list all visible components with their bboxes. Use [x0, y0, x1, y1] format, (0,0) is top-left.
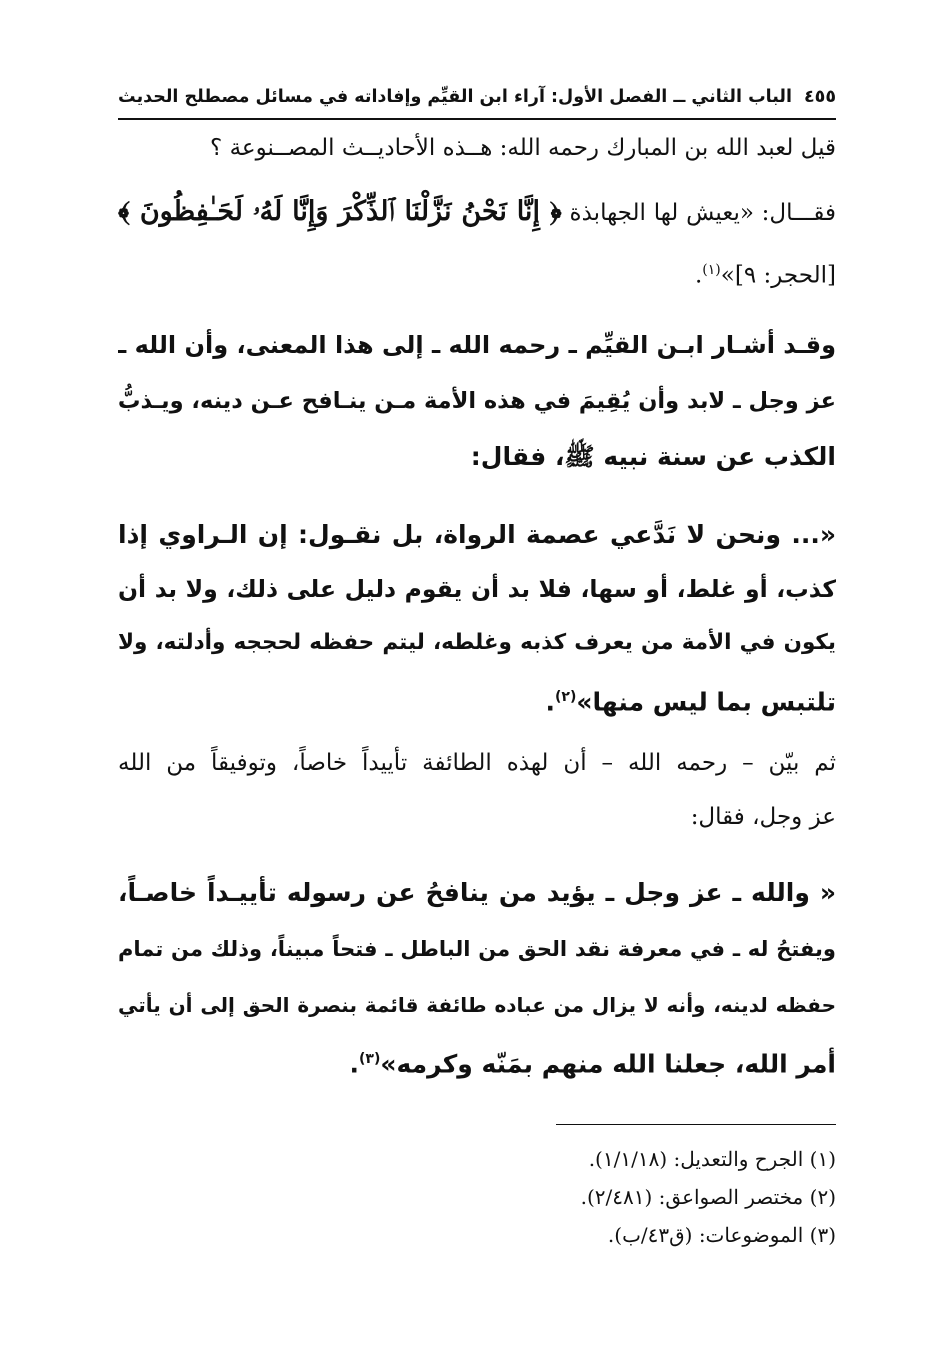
footnote-marker: (٣) [359, 1051, 381, 1067]
paragraph-5-line-3 [118, 982, 836, 1028]
footnote-divider [556, 1124, 836, 1125]
text: عز وجل، فقال: [690, 804, 836, 830]
text: فقـــال: «يعيش لها الجهابذة [569, 200, 836, 226]
paragraph-3-line-4 [118, 674, 836, 720]
paragraph-4-line-1 [118, 742, 836, 784]
text: الكذب عن سنة نبيه ﷺ، فقال: [470, 442, 836, 471]
text: «... ونحن لا نَدَّعي عصمة الرواة، بل نقـول: إن الـراوي إذا [118, 520, 836, 549]
text: . [545, 687, 555, 717]
page-number: ٤٥٥ [803, 87, 836, 107]
paragraph-1-line-1 [118, 128, 836, 168]
paragraph-5-line-1 [118, 870, 836, 916]
footnote-1: (١) الجرح والتعديل: (١/١/١٨). [588, 1147, 836, 1171]
text: « والله ـ عز وجل ـ يؤيد من ينافحُ عن رسوله تأييـداً خاصـاً، [118, 878, 836, 907]
footnote-2: (٢) مختصر الصواعق: (٢/٤٨١). [580, 1185, 836, 1209]
text: . [349, 1049, 360, 1079]
text: ويفتحُ له ـ في معرفة نقد الحق من الباطل ـ فتحاً مبيناً، وذلك من تمام [118, 937, 836, 961]
text: ثم بيّن – رحمه الله – أن لهذه الطائفة تأييداً خاصاً، وتوفيقاً من الله [118, 750, 836, 776]
text: أمر الله، جعلنا الله منهم بمَنّه وكرمه» [380, 1049, 836, 1079]
paragraph-2-line-3 [118, 434, 836, 480]
paragraph-1-line-2 [118, 188, 836, 236]
header-title: الباب الثاني ــ الفصل الأول: آراء ابن القيِّم وإفاداته في مسائل مصطلح الحديث [118, 87, 792, 107]
paragraph-3-line-3 [118, 620, 836, 666]
text: وقـد أشـار ابـن القيِّم ـ رحمه الله ـ إلى هذا المعنى، وأن الله ـ [118, 331, 836, 359]
verse-reference: [الحجر: ٩]» [720, 262, 836, 289]
footnote-3: (٣) الموضوعات: (ق٤٣/ب). [607, 1223, 836, 1247]
paragraph-4-line-2 [118, 796, 836, 838]
paragraph-3-line-2 [118, 566, 836, 612]
footnote-marker: (٢) [554, 689, 577, 705]
paragraph-2-line-1 [118, 322, 836, 368]
running-header [118, 80, 836, 114]
paragraph-5-line-2 [118, 926, 836, 972]
text: يكون في الأمة من يعرف كذبه وغلطه، ليتم حفظه لحججه وأدلته، ولا [118, 630, 836, 655]
paragraph-3-line-1 [118, 512, 836, 558]
paragraph-5-line-4 [118, 1036, 836, 1082]
header-divider [118, 118, 836, 120]
text: قيل لعبد الله بن المبارك رحمه الله: هــذه الأحاديــث المصــنوعة ؟ [210, 135, 836, 161]
text: تلتبس بما ليس منها» [576, 687, 836, 717]
paragraph-2-line-2 [118, 378, 836, 424]
text: حفظه لدينه، وأنه لا يزال من عباده طائفة قائمة بنصرة الحق إلى أن يأتي [118, 993, 836, 1017]
text: عز وجل ـ لابد وأن يُقِيمَ في هذه الأمة مـن ينـافح عـن دينه، ويـذبُّ [118, 388, 836, 414]
paragraph-1-line-3 [118, 250, 836, 290]
quran-verse: ﴿ إِنَّا نَحْنُ نَزَّلْنَا ٱلذِّكْرَ وَإِنَّا لَهُۥ لَحَـٰفِظُونَ ﴾ [118, 196, 562, 227]
text: كذب، أو غلط، أو سها، فلا بد أن يقوم دليل على ذلك، ولا بد أن [118, 575, 836, 603]
footnote-marker: (١) [702, 262, 721, 278]
text: . [694, 262, 703, 289]
